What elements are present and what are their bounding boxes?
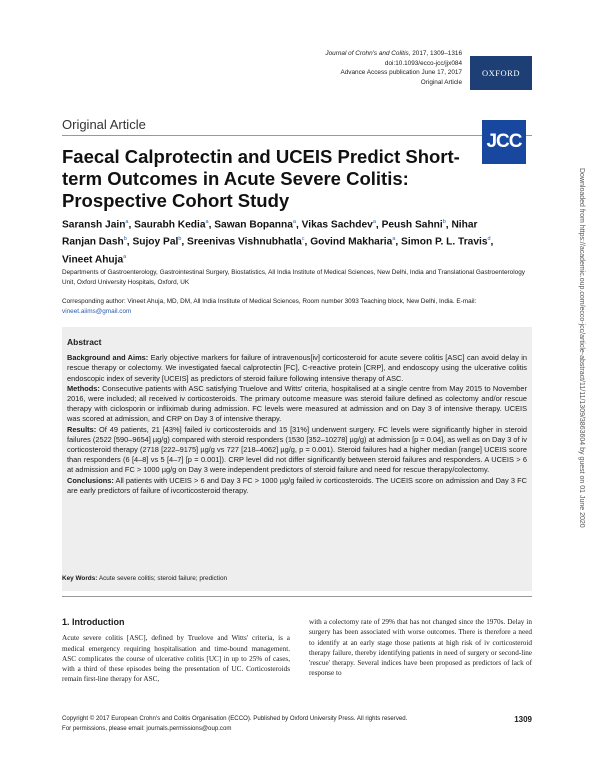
author-affiliation-mark: b — [442, 219, 446, 225]
author-list: Saransh Jain$^a$, Saurabh Kedia$^a$, Sawan Bopanna$^a$, Vikas Sachdev$^a$, Peush Sahni$^b$, Nihar Ranjan Dash$^b$, Sujoy Pal$^b$, Sreenivas Vishnubhatla$^c$, Govind Makharia$^a$, Simon P. L. Travis$^d$, Vineet Ahuja$^a$ — [62, 219, 494, 266]
permissions: For permissions, please email: journals.permissions@oup.com — [62, 724, 232, 732]
methods-label: Methods: — [67, 383, 100, 393]
oxford-logo-text: OXFORD — [482, 68, 520, 78]
jcc-logo — [482, 120, 526, 164]
doi[interactable]: doi:10.1093/ecco-jcc/jjx084 — [384, 59, 462, 67]
article-title: Faecal Calprotectin and UCEIS Predict Short-term Outcomes in Acute Severe Colitis: Prospective Cohort Study — [62, 146, 460, 211]
author-affiliation-mark: b — [123, 236, 127, 243]
jcc-logo-text: JCC — [486, 131, 522, 152]
journal-citation-name: Journal of Crohn's and Colitis — [325, 50, 409, 57]
intro-column-2 — [309, 617, 532, 679]
author-affiliation-mark: d — [487, 236, 491, 243]
author-affiliation-mark: b — [178, 236, 182, 243]
keywords — [62, 575, 532, 582]
results-text: Of 49 patients, 21 [43%] failed iv corticosteroids and 15 [31%] underwent surgery. FC levels were significantly higher in steroid failures (2522 [590–9654] µg/g) compared with steroid responders (1530 [352–10278] µg/g) at admission [p = 0.04], as well as on Day 3 of iv corticosteroid therapy (2718 [222–9175] µg/g vs 727 [218–4062] µg/g, p = 0.001). Steroid failures had a higher median [range] UCEIS score than responders (6 [4–8] vs 5 [4–7] [p = 0.001]). CRP level did not differ significantly between steroid failures and responders. A UCEIS > 6 at admission and FC > 1000 µg/g on Day 3 were independent predictors of steroid failure and need for rescue therapy/colectomy. — [67, 424, 527, 475]
author-affiliation-mark: c — [301, 236, 305, 243]
abstract-conclusions — [67, 476, 527, 496]
author-name: Sreenivas Vishnubhatla — [187, 236, 302, 248]
oxford-logo — [470, 56, 532, 90]
author-affiliation-mark: a — [125, 219, 129, 225]
advance-access: Advance Access publication June 17, 2017 — [340, 69, 462, 76]
conclusions-text: All patients with UCEIS > 6 and Day 3 FC > 1000 µg/g failed iv corticosteroids. The UCEIS score on admission and Day 3 FC are early predictors of failure of ivcorticosteroid therapy. — [67, 475, 527, 495]
correspondence — [62, 297, 532, 317]
abstract-background — [67, 353, 527, 384]
author-name: Nihar Ranjan Dash — [62, 219, 478, 248]
author-name: Govind Makharia — [310, 236, 393, 248]
download-notice: Downloaded from https://academic.oup.com/ecco-jcc/article-abstract/11/11/1309/3863604 by guest on 01 June 2020 — [578, 168, 585, 528]
background-text: Early objective markers for failure of intravenous[iv] corticosteroid for acute severe colitis [ASC] can avoid delay in rescue therapy or colectomy. We investigated faecal calprotectin [FC], C-reactive protein [CRP], and endoscopy using the ulcerative colitis endoscopic index of severity [UCEIS] as predictors of steroid failure following intensive therapy of ASC. — [67, 353, 527, 383]
abstract-methods — [67, 384, 527, 425]
journal-info — [202, 49, 462, 87]
author-name: Sawan Bopanna — [214, 219, 293, 231]
journal-citation-rest: , 2017, 1309–1316 — [408, 50, 462, 57]
intro-heading: 1. Introduction — [62, 617, 125, 627]
conclusions-label: Conclusions: — [67, 475, 114, 485]
page-number: 1309 — [514, 715, 532, 724]
author-affiliation-mark: a — [123, 253, 127, 260]
keywords-text: Acute severe colitis; steroid failure; prediction — [97, 575, 228, 582]
footer — [62, 714, 532, 733]
author-affiliation-mark: a — [372, 219, 376, 225]
intro-text-1: Acute severe colitis [ASC], defined by Truelove and Witts' criteria, is a medical emergency requiring hospitalisation and time-bound management. ASC complicates the course of ulcerative colitis [UC] in up to 25% of cases, with a third of these episodes being the presentation of UC. Corticosteroids remain first-line therapy for ASC, — [62, 634, 290, 684]
author-name: Sujoy Pal — [132, 236, 179, 248]
author-affiliation-mark: a — [392, 236, 396, 243]
abstract-heading: Abstract — [67, 337, 102, 347]
section-label: Original Article — [62, 117, 146, 132]
copyright: Copyright © 2017 European Crohn's and Colitis Organisation (ECCO). Published by Oxford University Press. All rights reserved. — [62, 715, 408, 722]
intro-text-2: with a colectomy rate of 29% that has not changed since the 1970s. Delay in surgery has been associated with worse outcomes. There is therefore a need to identify at an early stage those patients at high risk of iv corticosteroid therapy failure, thereby identifying patients in need of surgery or second-line 'rescue' therapy. Several indices have been proposed as predictors of lack of response to — [309, 618, 532, 678]
author-affiliation-mark: a — [292, 219, 296, 225]
affiliations: Departments of Gastroenterology, Gastrointestinal Surgery, Biostatistics, All India Institute of Medical Sciences, New Delhi, India and Translational Gastroenterology Unit, Oxford University Hospitals, Oxford, UK — [62, 269, 525, 286]
abstract-results — [67, 425, 527, 476]
author-name: Vineet Ahuja — [62, 254, 124, 266]
author-name: Peush Sahni — [381, 219, 443, 231]
author-name: Vikas Sachdev — [301, 219, 373, 231]
author-name: Saransh Jain — [62, 219, 126, 231]
methods-text: Consecutive patients with ASC satisfying Truelove and Witts' criteria, hospitalised at a single centre from May 2015 to November 2016, were included; all received iv corticosteroids. The primary outcome measure was steroid failure defined as colectomy and/or rescue therapy with ciclosporin or infliximab during admission. FC levels were measured at admission and on Day 3 of intensive therapy. UCEIS was scored at admission, and CRP on Day 3 of intensive therapy. — [67, 383, 527, 424]
top-divider — [62, 135, 532, 136]
keywords-label: Key Words: — [62, 575, 98, 582]
results-label: Results: — [67, 424, 97, 434]
download-sidebar — [577, 168, 587, 608]
author-affiliation-mark: a — [205, 219, 209, 225]
author-name: Simon P. L. Travis — [401, 236, 488, 248]
correspondence-email[interactable]: vineet.aiims@gmail.com — [62, 308, 132, 315]
background-label: Background and Aims: — [67, 353, 149, 363]
intro-column-1 — [62, 617, 290, 685]
abstract-box — [62, 327, 532, 591]
correspondence-text: Corresponding author: Vineet Ahuja, MD, DM, All India Institute of Medical Sciences, Room number 3093 Teaching block, New Delhi, India. E-mail: — [62, 298, 477, 305]
author-name: Saurabh Kedia — [134, 219, 206, 231]
article-type: Original Article — [420, 78, 462, 86]
bottom-divider — [62, 596, 532, 597]
